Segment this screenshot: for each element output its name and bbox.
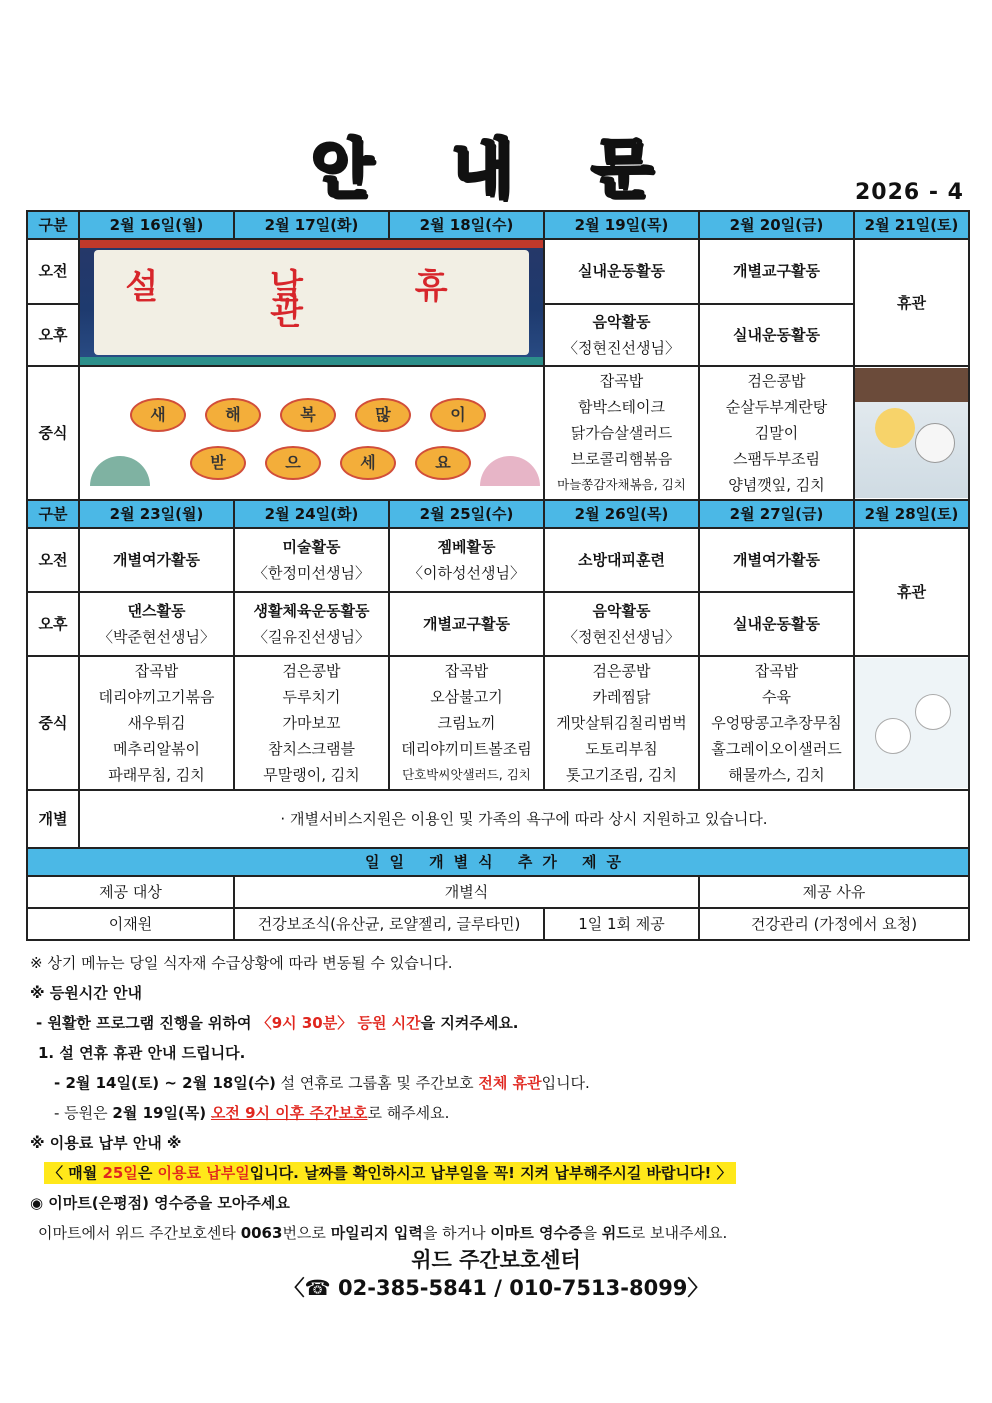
menu-item: 마늘쫑감자채볶음, 김치 — [557, 477, 686, 492]
day-header: 2월 18일(수) — [389, 211, 544, 239]
week2-header-row — [27, 500, 969, 528]
holiday-banner-cell — [79, 239, 544, 366]
holiday-heading: 1. 설 연휴 휴관 안내 드립니다. — [38, 1044, 246, 1062]
activity-cell — [544, 528, 699, 592]
menu-item: 검은콩밥 — [592, 662, 651, 680]
blessing-char: 새 — [130, 398, 186, 432]
schedule-table — [26, 210, 970, 941]
header-label: 구분 — [27, 500, 79, 528]
menu-item: 게맛살튀김칠리범벅 — [556, 714, 687, 732]
blessing-char: 이 — [430, 398, 486, 432]
blessing-char: 해 — [205, 398, 261, 432]
menu-item: 잡곡밥 — [754, 662, 799, 680]
holiday-banner-image — [80, 240, 543, 365]
menu-item: 오삼불고기 — [430, 688, 503, 706]
activity-cell — [699, 592, 854, 656]
activity-name: 소방대피훈련 — [578, 551, 665, 569]
day-header: 2월 26일(목) — [544, 500, 699, 528]
menu-cell — [544, 656, 699, 790]
menu-item: 무말랭이, 김치 — [263, 766, 360, 784]
activity-name: 젬베활동 — [437, 538, 496, 556]
menu-item: 양념깻잎, 김치 — [728, 476, 825, 494]
menu-item: 잡곡밥 — [444, 662, 489, 680]
phone-numbers: 〈☎ 02-385-5841 / 010-7513-8099〉 — [283, 1276, 709, 1300]
menu-item: 우엉땅콩고추장무침 — [711, 714, 842, 732]
menu-item: 김말이 — [754, 424, 799, 442]
menu-cell — [234, 656, 389, 790]
row-label-pm: 오후 — [27, 592, 79, 656]
emart-text: 이마트에서 위드 주간보호센타 0063번으로 마일리지 입력을 하거나 이마트 영수증을 위드로 보내주세요. — [38, 1224, 728, 1242]
header-label: 구분 — [27, 211, 79, 239]
day-header: 2월 20일(금) — [699, 211, 854, 239]
menu-item: 데리야끼고기볶음 — [98, 688, 215, 706]
menu-cell — [389, 656, 544, 790]
menu-item: 도토리부침 — [585, 740, 658, 758]
menu-item: 두루치기 — [282, 688, 341, 706]
extra-frequency: 1일 1회 제공 — [544, 908, 699, 940]
activity-cell: 개별교구활동 — [699, 239, 854, 304]
extra-reason: 건강관리 (가정에서 요청) — [699, 908, 969, 940]
day-header: 2월 25일(수) — [389, 500, 544, 528]
menu-cell — [544, 366, 699, 500]
arrival-text: - 원활한 프로그램 진행을 위하여 〈9시 30분〉 등원 시간을 지켜주세요. — [36, 1014, 519, 1032]
illustration-cell — [854, 366, 969, 500]
teacher-name: 〈길유진선생님〉 — [253, 628, 370, 646]
fee-heading: ※ 이용료 납부 안내 ※ — [30, 1134, 182, 1152]
blessing-char: 으 — [265, 446, 321, 480]
activity-name: 음악활동 — [592, 312, 651, 331]
week1-header-row — [27, 211, 969, 239]
menu-item: 검은콩밥 — [282, 662, 341, 680]
menu-cell — [79, 656, 234, 790]
teacher-name: 〈정현진선생님〉 — [563, 628, 680, 646]
menu-item: 가마보꼬 — [282, 714, 341, 732]
blessing-char: 요 — [415, 446, 471, 480]
activity-name: 개별여가활동 — [733, 551, 820, 569]
new-year-blessing-image — [80, 368, 543, 498]
activity-name: 개별교구활동 — [423, 615, 510, 633]
blessing-char: 많 — [355, 398, 411, 432]
closed-cell: 휴관 — [854, 528, 969, 656]
extra-header: 제공 사유 — [699, 876, 969, 908]
extra-recipient: 이재원 — [27, 908, 234, 940]
activity-name: 생활체육운동활동 — [253, 602, 370, 620]
menu-item: 참치스크램블 — [268, 740, 355, 758]
menu-item: 닭가슴살샐러드 — [570, 424, 673, 442]
holiday-text: - 2월 14일(토) ~ 2월 18일(수) 설 연휴로 그룹홈 및 주간보호 전체 휴관입니다. — [54, 1074, 590, 1092]
menu-item: 메추리알볶이 — [113, 740, 200, 758]
row-label-am: 오전 — [27, 528, 79, 592]
menu-cell — [699, 366, 854, 500]
return-text: - 등원은 2월 19일(목) 오전 9시 이후 주간보호로 해주세요. — [54, 1104, 450, 1122]
individual-service-text: · 개별서비스지원은 이용인 및 가족의 욕구에 따라 상시 지원하고 있습니다. — [79, 790, 969, 848]
row-label-lunch: 중식 — [27, 656, 79, 790]
day-header: 2월 28일(토) — [854, 500, 969, 528]
activity-cell: 실내운동활동 — [699, 304, 854, 367]
blessing-cell — [79, 366, 544, 500]
row-label-am: 오전 — [27, 239, 79, 304]
activity-cell — [389, 592, 544, 656]
activity-cell — [79, 592, 234, 656]
activity-cell — [234, 528, 389, 592]
page-title: 안 내 문 — [310, 133, 682, 207]
day-header: 2월 21일(토) — [854, 211, 969, 239]
menu-item: 수육 — [762, 688, 791, 706]
footer — [0, 1246, 992, 1302]
issue-number: 2026 - 4 — [855, 180, 964, 205]
extra-meal: 건강보조식(유산균, 로얄젤리, 글루타민) — [234, 908, 544, 940]
day-header: 2월 27일(금) — [699, 500, 854, 528]
extra-meal-title: 일일 개별식 추가 제공 — [27, 848, 969, 876]
row-label-individual: 개별 — [27, 790, 79, 848]
menu-item: 데리야끼미트볼조림 — [401, 740, 532, 758]
center-name: 위드 주간보호센터 — [411, 1248, 581, 1272]
menu-item: 순살두부계란탕 — [725, 398, 828, 416]
teacher-name: 〈박준현선생님〉 — [98, 628, 215, 646]
menu-item: 검은콩밥 — [747, 372, 806, 390]
activity-cell — [544, 592, 699, 656]
illustration-cell — [854, 656, 969, 790]
menu-item: 해물까스, 김치 — [728, 766, 825, 784]
blessing-char: 복 — [280, 398, 336, 432]
blessing-char: 세 — [340, 446, 396, 480]
activity-cell: 실내운동활동 — [544, 239, 699, 304]
extra-header: 제공 대상 — [27, 876, 234, 908]
activity-cell — [234, 592, 389, 656]
activity-name: 미술활동 — [282, 538, 341, 556]
row-label-lunch: 중식 — [27, 366, 79, 500]
arrival-heading: ※ 등원시간 안내 — [30, 984, 142, 1002]
activity-cell — [79, 528, 234, 592]
snow-illustration — [855, 658, 968, 788]
day-header: 2월 16일(월) — [79, 211, 234, 239]
activity-name: 실내운동활동 — [733, 615, 820, 633]
winter-illustration — [855, 368, 968, 498]
activity-name: 음악활동 — [592, 602, 651, 620]
emart-heading: ◉ 이마트(은평점) 영수증을 모아주세요 — [30, 1194, 290, 1212]
menu-item: 카레찜닭 — [592, 688, 651, 706]
activity-name: 개별여가활동 — [113, 551, 200, 569]
closed-cell: 휴관 — [854, 239, 969, 366]
extra-header: 개별식 — [234, 876, 699, 908]
menu-item: 크림뇨끼 — [437, 714, 496, 732]
menu-item: 새우튀김 — [127, 714, 186, 732]
day-header: 2월 24일(화) — [234, 500, 389, 528]
fee-text: 〈 매월 25일은 이용료 납부일입니다. 날짜를 확인하시고 납부일을 꼭! 지켜 납부해주시길 바랍니다! 〉 — [30, 1158, 970, 1188]
teacher-name: 〈이하성선생님〉 — [408, 564, 525, 582]
menu-notice: ※ 상기 메뉴는 당일 식자재 수급상황에 따라 변동될 수 있습니다. — [30, 954, 453, 972]
day-header: 2월 17일(화) — [234, 211, 389, 239]
menu-item: 잡곡밥 — [134, 662, 179, 680]
menu-item: 단호박씨앗샐러드, 김치 — [402, 767, 531, 782]
menu-cell — [699, 656, 854, 790]
blessing-char: 받 — [190, 446, 246, 480]
activity-cell — [389, 528, 544, 592]
menu-item: 브로콜리햄볶음 — [570, 450, 673, 468]
day-header: 2월 23일(월) — [79, 500, 234, 528]
menu-item: 파래무침, 김치 — [108, 766, 205, 784]
holiday-banner-text: 설 날 휴 관 — [125, 267, 498, 333]
activity-cell — [699, 528, 854, 592]
activity-name: 댄스활동 — [127, 602, 186, 620]
activity-cell — [544, 304, 699, 367]
menu-item: 홀그레이오이샐러드 — [711, 740, 842, 758]
notes-section — [30, 948, 970, 1248]
menu-item: 스팸두부조림 — [733, 450, 820, 468]
teacher-name: 〈정현진선생님〉 — [563, 338, 680, 357]
menu-item: 톳고기조림, 김치 — [566, 766, 677, 784]
row-label-pm: 오후 — [27, 304, 79, 367]
menu-item: 함박스테이크 — [578, 398, 665, 416]
menu-item: 잡곡밥 — [599, 372, 644, 390]
teacher-name: 〈한정미선생님〉 — [253, 564, 370, 582]
day-header: 2월 19일(목) — [544, 211, 699, 239]
